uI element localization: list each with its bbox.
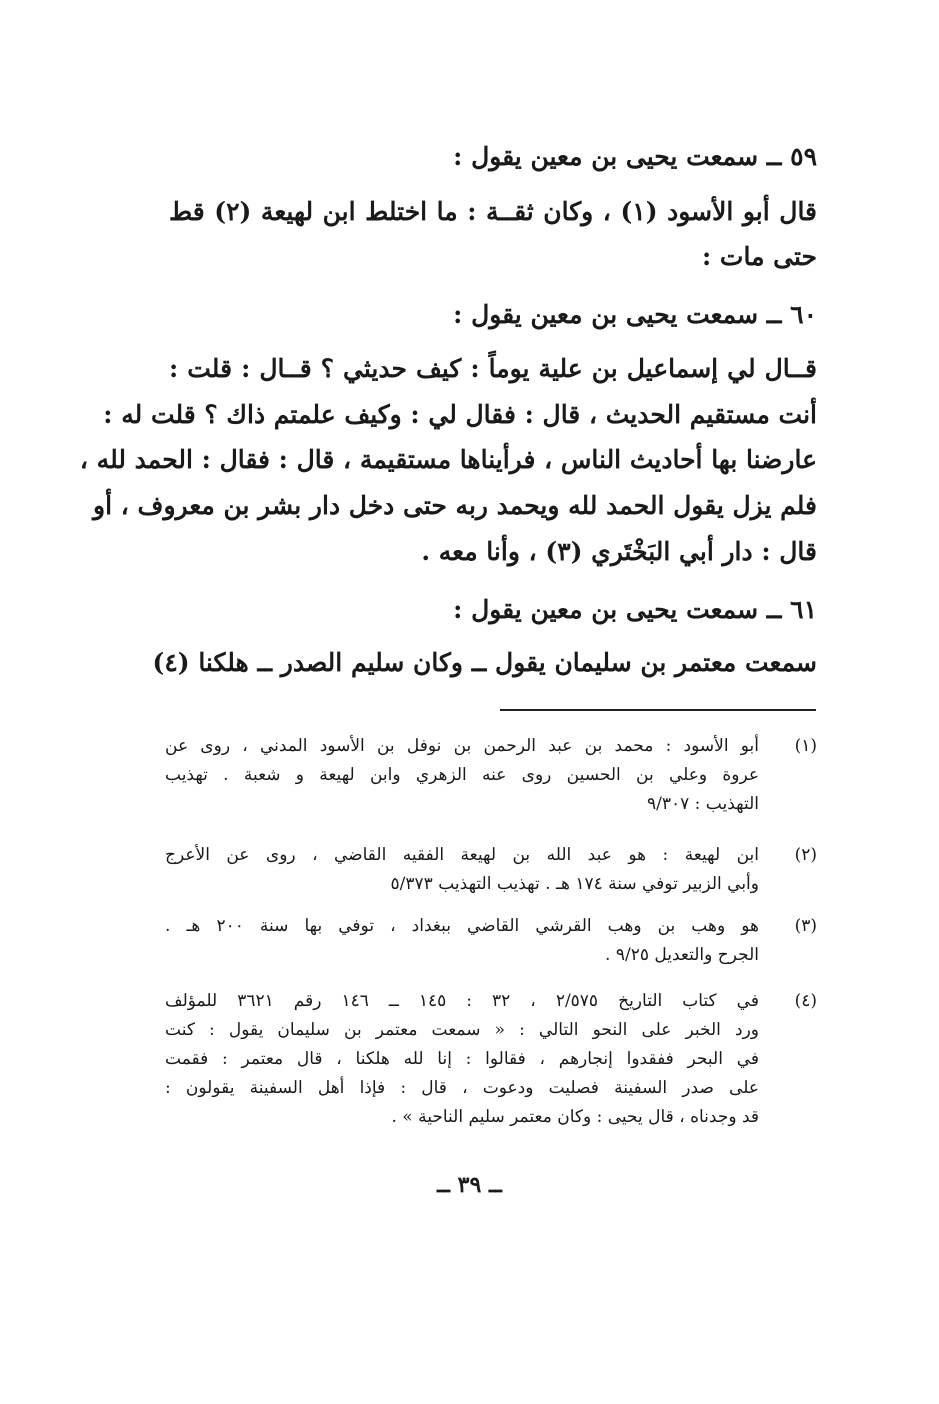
paragraph-59-heading: ٥٩ ــ سمعت يحيى بن معين يقول : [453, 142, 817, 171]
paragraph-60-line-2: أنت مستقيم الحديث ، قال : فقال لي : وكيف علمتم ذاك ؟ قلت له : [103, 400, 817, 429]
footnote-2-number: (٢) [794, 845, 817, 865]
footnote-4-line-4: على صدر السفينة فصليت ودعوت ، قال : فإذا أهل السفينة يقولون : [165, 1078, 759, 1098]
footnote-1 [165, 732, 817, 819]
footnote-3-line-2: الجرح والتعديل ٩/٢٥ . [605, 945, 759, 965]
footnote-4-line-5: قد وجدناه ، قال يحيى : وكان معتمر سليم الناحية » . [391, 1107, 759, 1127]
footnote-1-line-1: أبو الأسود : محمد بن عبد الرحمن بن نوفل بن الأسود المدني ، روى عن [165, 736, 759, 756]
footnote-4-number: (٤) [794, 991, 817, 1011]
footnote-1-line-3: التهذيب : ٩/٣٠٧ [646, 794, 759, 814]
paragraph-60-line-1: قــال لي إسماعيل بن علية يوماً : كيف حديثي ؟ قــال : قلت : [169, 354, 817, 383]
paragraph-61-line-1: سمعت معتمر بن سليمان يقول ــ وكان سليم الصدر ــ هلكنا (٤) [152, 648, 817, 677]
footnote-separator [500, 709, 816, 711]
footnote-1-number: (١) [794, 736, 817, 756]
paragraph-59-line-1: قال أبو الأسود (١) ، وكان ثقــة : ما اختلط ابن لهيعة (٢) قط [169, 197, 818, 226]
footnote-4-line-2: ورد الخبر على النحو التالي : « سمعت معتمر بن سليمان يقول : كنت [165, 1020, 759, 1040]
footnote-2-line-2: وأبي الزبير توفي سنة ١٧٤ هـ . تهذيب التهذيب ٥/٣٧٣ [390, 874, 759, 894]
footnote-2 [165, 841, 817, 899]
footnote-3-line-1: هو وهب بن وهب القرشي القاضي ببغداد ، توفي بها سنة ٢٠٠ هـ . [165, 916, 759, 936]
paragraph-61-heading: ٦١ ــ سمعت يحيى بن معين يقول : [453, 595, 817, 624]
footnote-1-line-2: عروة وعلي بن الحسين روى عنه الزهري وابن لهيعة و شعبة . تهذيب [165, 765, 759, 785]
page-number: ــ ٣٩ ــ [437, 1172, 502, 1198]
paragraph-59-line-2: حتى مات : [701, 242, 817, 271]
paragraph-60-line-3: عارضنا بها أحاديث الناس ، فرأيناها مستقيمة ، قال : فقال : الحمد لله ، [79, 445, 817, 474]
footnote-4-line-3: في البحر ففقدوا إنجارهم ، فقالوا : إنا لله هلكنا ، قال معتمر : فقمت [165, 1049, 759, 1069]
footnote-3-number: (٣) [794, 916, 817, 936]
paragraph-60-line-4: فلم يزل يقول الحمد لله ويحمد ربه حتى دخل دار بشر بن معروف ، أو [93, 491, 817, 520]
paragraph-60-heading: ٦٠ ــ سمعت يحيى بن معين يقول : [453, 300, 817, 329]
footnote-2-line-1: ابن لهيعة : هو عبد الله بن لهيعة الفقيه القاضي ، روى عن الأعرج [165, 845, 759, 865]
footnote-4 [165, 987, 817, 1132]
paragraph-60-line-5: قال : دار أبي البَخْتَري (٣) ، وأنا معه . [421, 537, 817, 566]
footnote-4-line-1: في كتاب التاريخ ٢/٥٧٥ ، ٣٢ : ١٤٥ ــ ١٤٦ رقم ٣٦٢١ للمؤلف [165, 991, 759, 1011]
footnote-3 [165, 912, 817, 970]
